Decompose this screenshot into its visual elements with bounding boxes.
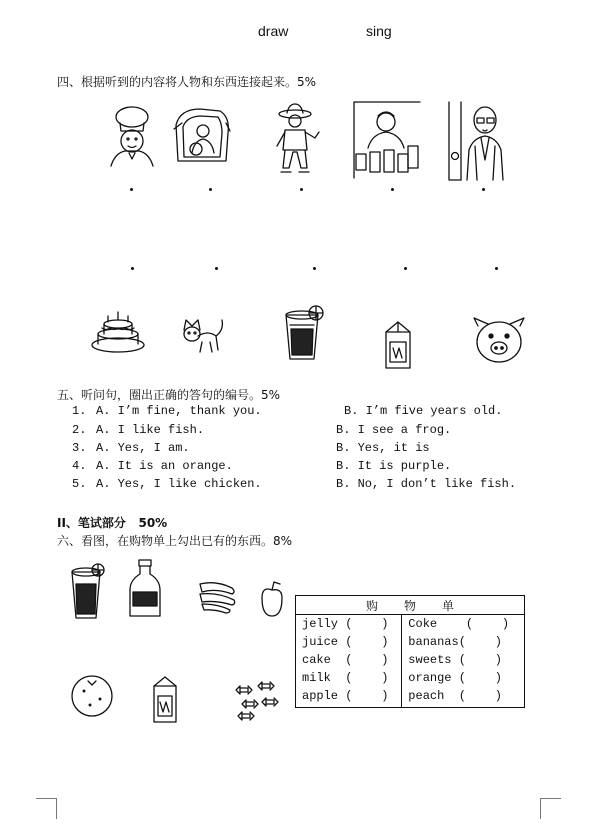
match-dot[interactable]	[131, 267, 134, 270]
list-item-left[interactable]: juice ( )	[296, 633, 402, 651]
page-corner-mark	[36, 798, 57, 819]
part2-title: II、笔试部分 50%	[57, 516, 168, 530]
match-dot[interactable]	[404, 267, 407, 270]
match-dot[interactable]	[209, 188, 212, 191]
milk-icon	[382, 318, 414, 370]
answer-b[interactable]: B. Yes, it is	[336, 441, 430, 455]
shopping-list	[295, 595, 525, 708]
list-item-left[interactable]: milk ( )	[296, 669, 402, 687]
driver-icon	[170, 103, 232, 165]
question-number: 2.	[72, 423, 87, 437]
doctor-icon	[447, 100, 511, 182]
list-item-left[interactable]: apple ( )	[296, 687, 402, 708]
answer-a[interactable]: A. Yes, I am.	[96, 441, 190, 455]
shopkeeper-icon	[350, 100, 422, 180]
cat-icon	[180, 316, 224, 354]
juice-icon	[70, 562, 106, 620]
answer-b[interactable]: B. I’m five years old.	[344, 404, 503, 418]
list-item-right[interactable]: orange ( )	[402, 669, 525, 687]
question-number: 1.	[72, 404, 87, 418]
question-number: 3.	[72, 441, 87, 455]
list-item-left[interactable]: cake ( )	[296, 651, 402, 669]
list-item-right[interactable]: Coke ( )	[402, 615, 525, 634]
chef-icon	[105, 103, 159, 167]
answer-a[interactable]: A. It is an orange.	[96, 459, 233, 473]
page-corner-mark	[540, 798, 561, 819]
match-dot[interactable]	[130, 188, 133, 191]
section5-title: 五、听问句，圈出正确的答句的编号。5%	[57, 388, 281, 402]
word-sing: sing	[366, 23, 392, 39]
shopping-list-header: 购物单	[296, 596, 525, 615]
list-item-right[interactable]: peach ( )	[402, 687, 525, 708]
answer-a[interactable]: A. I’m fine, thank you.	[96, 404, 262, 418]
milk-icon	[150, 674, 180, 724]
match-dot[interactable]	[482, 188, 485, 191]
section6-title: 六、看图，在购物单上勾出已有的东西。8%	[57, 534, 293, 548]
match-dot[interactable]	[495, 267, 498, 270]
cake-icon	[90, 310, 146, 356]
sweets-icon	[234, 682, 282, 722]
apple-icon	[260, 580, 286, 620]
question-number: 5.	[72, 477, 87, 491]
answer-b[interactable]: B. It is purple.	[336, 459, 452, 473]
coke-icon	[128, 558, 162, 620]
juice-icon	[282, 305, 326, 361]
question-number: 4.	[72, 459, 87, 473]
word-draw: draw	[258, 23, 289, 39]
list-item-right[interactable]: bananas( )	[402, 633, 525, 651]
match-dot[interactable]	[215, 267, 218, 270]
answer-b[interactable]: B. I see a frog.	[336, 423, 452, 437]
list-item-left[interactable]: jelly ( )	[296, 615, 402, 634]
farmer-icon	[273, 102, 325, 180]
list-item-right[interactable]: sweets ( )	[402, 651, 525, 669]
orange-icon	[70, 673, 114, 719]
match-dot[interactable]	[391, 188, 394, 191]
match-dot[interactable]	[300, 188, 303, 191]
answer-a[interactable]: A. I like fish.	[96, 423, 205, 437]
section4-title: 四、根据听到的内容将人物和东西连接起来。5%	[57, 75, 317, 89]
match-dot[interactable]	[313, 267, 316, 270]
pig-icon	[472, 316, 526, 366]
answer-a[interactable]: A. Yes, I like chicken.	[96, 477, 262, 491]
bananas-icon	[196, 578, 238, 614]
answer-b[interactable]: B. No, I don’t like fish.	[336, 477, 517, 491]
